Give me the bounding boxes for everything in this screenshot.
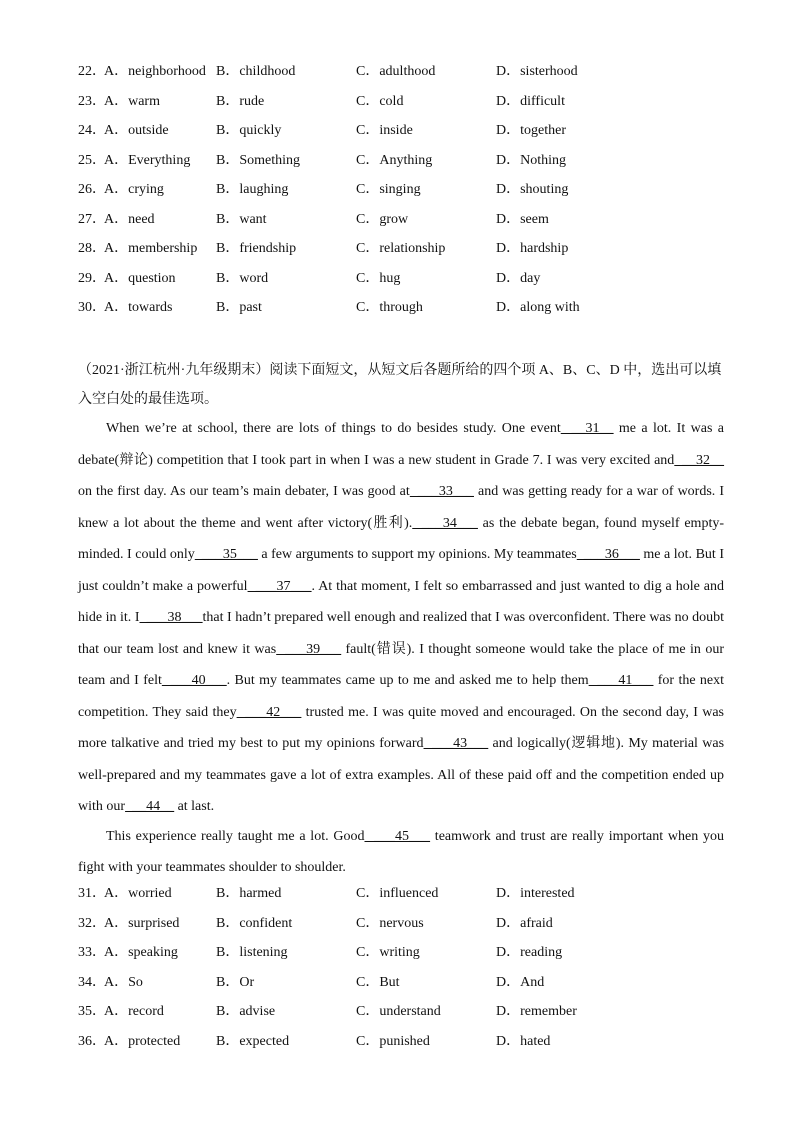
- option-b: B．confident: [216, 915, 293, 931]
- question-options-31-36: [0, 884, 800, 1061]
- question-number: 27．: [78, 211, 106, 227]
- blank-42: ___42___: [236, 704, 302, 720]
- question-number: 32．: [78, 915, 106, 931]
- option-c: C．Anything: [356, 152, 433, 168]
- blank-34: ___34___: [412, 515, 478, 531]
- option-d: D．seem: [496, 211, 549, 227]
- option-d: D．shouting: [496, 182, 569, 197]
- question-row: [0, 884, 800, 914]
- question-number: 31．: [78, 886, 106, 901]
- blank-39: ___39___: [276, 641, 342, 657]
- option-d: D．reading: [496, 945, 563, 960]
- question-number: 24．: [78, 123, 106, 138]
- option-c: C．influenced: [356, 886, 439, 901]
- option-a: A．membership: [104, 241, 198, 256]
- passage-text: trusted me. I was quite moved and encouraged. On the second day, I was more talkative and tried my best to put my opinions forward: [78, 704, 724, 751]
- blank-40: ___40___: [161, 673, 227, 688]
- option-c: C．understand: [356, 1004, 441, 1019]
- option-a: A．protected: [104, 1033, 181, 1049]
- option-b: B．listening: [216, 945, 288, 960]
- option-a: A．towards: [104, 300, 173, 315]
- option-c: C．grow: [356, 211, 409, 227]
- question-row: [0, 973, 800, 1003]
- question-number: 28．: [78, 241, 106, 256]
- option-d: D．Nothing: [496, 152, 566, 168]
- option-c: C．punished: [356, 1033, 430, 1049]
- option-b: B．Something: [216, 152, 301, 168]
- blank-37: ___37___: [247, 578, 312, 594]
- option-a: A．surprised: [104, 915, 180, 931]
- option-a: A．So: [104, 974, 143, 990]
- question-number: 23．: [78, 93, 106, 109]
- option-d: D．And: [496, 974, 545, 990]
- option-b: B．want: [216, 211, 267, 227]
- option-a: A．speaking: [104, 945, 178, 960]
- passage-instructions: （2021·浙江杭州·九年级期末）阅读下面短文，从短文后各题所给的四个项 A、B、C、D 中，选出可以填入空白处的最佳选项。: [78, 363, 722, 407]
- option-c: C．through: [356, 300, 423, 315]
- question-row: [0, 269, 800, 299]
- option-a: A．outside: [104, 123, 169, 138]
- question-number: 35．: [78, 1004, 106, 1019]
- option-a: A．Everything: [104, 152, 191, 168]
- option-d: D．interested: [496, 886, 575, 901]
- question-row: [0, 92, 800, 122]
- passage-text: fault(错误). I thought someone would take the place of me in our team and I felt: [78, 641, 724, 688]
- question-number: 22．: [78, 64, 106, 79]
- blank-35: ___35___: [194, 547, 258, 562]
- question-row: [0, 1032, 800, 1062]
- passage-text: at last.: [174, 799, 215, 814]
- option-b: B．expected: [216, 1033, 290, 1049]
- option-d: D．together: [496, 123, 566, 138]
- question-options-22-30: [0, 62, 800, 328]
- blank-31: __31__: [560, 421, 614, 436]
- question-number: 34．: [78, 974, 106, 990]
- blank-32: __32__: [674, 452, 724, 468]
- passage-text: This experience really taught me a lot. Good: [106, 828, 365, 844]
- option-c: C．writing: [356, 945, 420, 960]
- question-number: 26．: [78, 182, 106, 197]
- blank-38: ___38___: [139, 610, 203, 625]
- question-row: [0, 121, 800, 151]
- option-c: C．adulthood: [356, 64, 436, 79]
- option-c: C．singing: [356, 182, 421, 197]
- cloze-passage: [78, 413, 724, 884]
- option-c: C．inside: [356, 123, 413, 138]
- passage-text: on the first day. As our team’s main debater, I was good at: [78, 484, 410, 499]
- blank-43: ___43___: [423, 736, 489, 751]
- option-d: D．day: [496, 270, 541, 286]
- option-c: C．hug: [356, 270, 401, 286]
- question-number: 29．: [78, 270, 106, 286]
- option-c: C．But: [356, 974, 400, 990]
- option-b: B．advise: [216, 1004, 276, 1019]
- passage-paragraph-2: [78, 821, 724, 884]
- option-d: D．hardship: [496, 241, 569, 256]
- option-a: A．record: [104, 1004, 164, 1019]
- option-b: B．childhood: [216, 64, 296, 79]
- option-a: A．crying: [104, 182, 164, 197]
- option-a: A．warm: [104, 93, 160, 109]
- passage-text: for the next competition. They said they: [78, 673, 725, 720]
- question-number: 25．: [78, 152, 106, 168]
- blank-44: __44__: [125, 799, 175, 814]
- question-row: [0, 210, 800, 240]
- option-b: B．past: [216, 300, 262, 315]
- question-row: [0, 1002, 800, 1032]
- passage-text: that I hadn’t prepared well enough and realized that I was overconfident. There was no doubt that our team lost and knew it was: [78, 610, 725, 657]
- blank-36: ___36___: [576, 547, 640, 562]
- option-d: D．along with: [496, 300, 580, 315]
- option-b: B．laughing: [216, 182, 289, 197]
- passage-text: When we’re at school, there are lots of things to do besides study. One event: [106, 421, 561, 436]
- passage-text: and logically(逻辑地). My material was well-prepared and my teammates gave a lot of extra examples. All of these paid off and the competition ended up with our: [78, 736, 725, 814]
- question-row: [0, 943, 800, 973]
- blank-45: ___45___: [364, 828, 431, 844]
- passage-text: me a lot. But I just couldn’t make a powerful: [78, 547, 724, 594]
- option-d: D．sisterhood: [496, 64, 578, 79]
- question-number: 36．: [78, 1033, 106, 1049]
- passage-text: me a lot. It was a debate(辩论) competition that I took part in when I was a new student in Grade 7. I was very excited and: [78, 421, 724, 468]
- question-row: [0, 151, 800, 181]
- option-d: D．difficult: [496, 93, 565, 109]
- question-row: [0, 62, 800, 92]
- option-b: B．harmed: [216, 886, 282, 901]
- option-c: C．relationship: [356, 241, 446, 256]
- blank-41: ___41___: [588, 673, 654, 688]
- option-a: A．question: [104, 270, 176, 286]
- option-d: D．afraid: [496, 915, 553, 931]
- question-row: [0, 298, 800, 328]
- option-c: C．cold: [356, 93, 404, 109]
- option-b: B．friendship: [216, 241, 297, 256]
- question-row: [0, 914, 800, 944]
- passage-text: . At that moment, I felt so embarrassed and just wanted to dig a hole and hide in it. I: [78, 578, 725, 625]
- option-c: C．nervous: [356, 915, 424, 931]
- question-row: [0, 180, 800, 210]
- option-d: D．hated: [496, 1033, 551, 1049]
- passage-text: as the debate began, found myself empty-minded. I could only: [78, 515, 724, 562]
- option-b: B．Or: [216, 974, 255, 990]
- blank-33: ___33___: [409, 484, 474, 499]
- passage-text: . But my teammates came up to me and asked me to help them: [226, 673, 589, 688]
- passage-text: a few arguments to support my opinions. My teammates: [257, 547, 577, 562]
- option-a: A．worried: [104, 886, 172, 901]
- option-b: B．word: [216, 270, 269, 286]
- question-number: 30．: [78, 300, 106, 315]
- option-d: D．remember: [496, 1004, 577, 1019]
- option-a: A．need: [104, 211, 155, 227]
- passage-text: and was getting ready for a war of words. I knew a lot about the theme and went after victory(胜利).: [78, 484, 725, 531]
- option-b: B．rude: [216, 93, 265, 109]
- question-number: 33．: [78, 945, 106, 960]
- question-row: [0, 239, 800, 269]
- option-b: B．quickly: [216, 123, 282, 138]
- passage-paragraph-1: [78, 413, 724, 823]
- option-a: A．neighborhood: [104, 64, 206, 79]
- passage-text: teamwork and trust are really important when you fight with your teammates shoulder to shoulder.: [78, 828, 724, 875]
